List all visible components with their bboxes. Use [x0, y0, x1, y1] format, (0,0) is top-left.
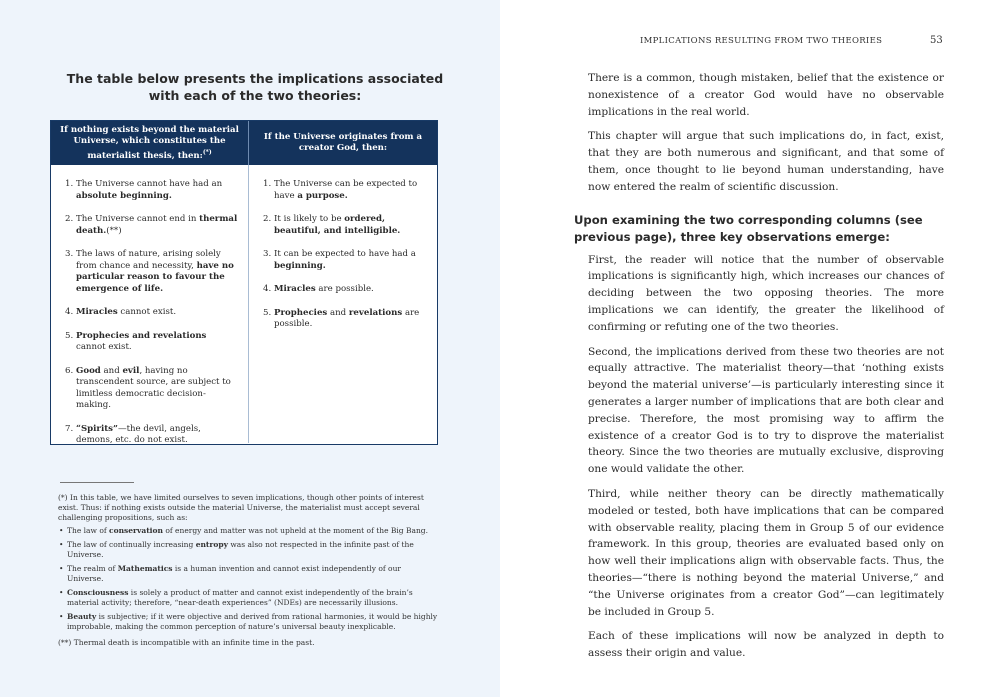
section-heading: Upon examining the two corresponding columns (see previous page), three key observations emerge:: [574, 212, 923, 244]
creator-column: [249, 165, 437, 443]
table-header: [51, 121, 437, 165]
item-number: 1.: [263, 179, 272, 189]
item-text: are possible.: [315, 284, 374, 294]
item-number: 3.: [263, 249, 272, 259]
item-text: (**): [106, 225, 122, 236]
item-text: The Universe cannot end in: [76, 214, 200, 224]
item-text: The Universe cannot have had an: [76, 179, 223, 189]
item-number: 5.: [263, 307, 272, 318]
list-item: [263, 179, 427, 202]
footnote-marker: (*): [202, 148, 212, 156]
implications-table: [50, 120, 438, 445]
footnote-rule: [60, 482, 134, 483]
emphasis-text: Beauty: [67, 612, 97, 621]
paragraph: Second, the implications derived from these two theories are not equally attractive. The materialist theory—that ‘nothing exists beyond the material universe’—is particularly interesting since it generates a larger number of implications that are both clear and precise. Therefore, the most promising way to affirm the existence of a creator God is to try to disprove the materialist theory. Since the two theories are mutually exclusive, disproving one would validate the other.: [588, 345, 944, 476]
item-text: The law of continually increasing: [67, 540, 196, 549]
paragraph: First, the reader will notice that the number of observable implications is significantly high, which increases our chances of deciding between the two opposing theories. The more implications we can identify, the greater the likelihood of confirming or refuting one of the two theories.: [588, 253, 944, 333]
table-body: [51, 165, 437, 443]
item-text: cannot exist.: [76, 342, 132, 352]
list-item: [65, 249, 238, 295]
emphasis-text: entropy: [195, 540, 228, 549]
emphasis-text: thermal death.: [76, 214, 238, 236]
paragraph: This chapter will argue that such implications do, in fact, exist, that they are both numerous and significant, and that some of them, once thought to lie beyond human understanding, have now entered the realm of scientific discussion.: [588, 130, 944, 193]
intro-heading: The table below presents the implications associated with each of the two theories:: [66, 71, 444, 103]
paragraph: Each of these implications will now be analyzed in depth to assess their origin and value.: [588, 630, 944, 660]
item-number: 5.: [65, 330, 74, 341]
item-text: —the devil, angels, demons, etc. do not exist.: [76, 423, 201, 445]
emphasis-text: Prophecies and revelations: [76, 330, 207, 341]
item-text: is a human invention and cannot exist independently of our Universe.: [67, 564, 401, 583]
emphasis-text: Good: [76, 365, 101, 376]
emphasis-text: Miracles: [274, 284, 316, 294]
footnote-bullet: [58, 588, 438, 608]
paragraph: Third, while neither theory can be directly mathematically modeled or tested, both have implications that can be compared with observable reality, placing them in Group 5 of our evidence framework. In this group, theories are evaluated based only on how well their implications align with observable facts. Thus, the theories—“there is nothing beyond the material Universe,” and “the Universe originates from a creator God”—can legitimately be included in Group 5.: [588, 487, 944, 618]
footnote-materialist: [58, 493, 438, 636]
item-text: The law of: [67, 526, 110, 535]
emphasis-text: “Spirits”: [76, 423, 118, 434]
footnote-bullet: [58, 564, 438, 584]
item-text: and: [327, 307, 349, 318]
item-number: 4.: [65, 307, 74, 317]
item-text: of energy and matter was not upheld at the moment of the Big Bang.: [162, 526, 428, 535]
creator-column-header: If the Universe originates from a creator God, then:: [263, 132, 423, 153]
footnote-list: [58, 526, 438, 632]
list-item: [263, 214, 427, 237]
emphasis-text: Mathematics: [117, 564, 173, 573]
materialist-column: [51, 165, 249, 443]
emphasis-text: ordered, beautiful, and intelligible.: [274, 214, 401, 236]
item-number: 7.: [65, 423, 74, 434]
list-item: [263, 284, 427, 296]
list-item: [65, 424, 238, 447]
emphasis-text: revelations: [348, 307, 403, 318]
item-number: 2.: [65, 214, 74, 224]
item-number: 3.: [65, 249, 74, 259]
item-text: It is likely to be: [274, 214, 345, 224]
item-text: cannot exist.: [117, 307, 177, 317]
materialist-header-text: If nothing exists beyond the material Universe, which constitutes the materialist thesis, then:: [60, 124, 239, 161]
item-text: are possible.: [274, 307, 420, 329]
item-text: The Universe can be expected to have: [274, 179, 418, 201]
chapter-body: [574, 70, 944, 670]
item-text: The laws of nature, arising solely from chance and necessity,: [76, 249, 221, 271]
item-number: 1.: [65, 179, 74, 189]
page-number: 53: [930, 35, 943, 46]
running-head: IMPLICATIONS RESULTING FROM TWO THEORIES: [640, 36, 883, 46]
item-number: 4.: [263, 284, 272, 294]
item-number: 2.: [263, 214, 272, 224]
footnote-bullet: [58, 612, 438, 632]
item-text: , having no transcendent source, are subject to limitless democratic decision-making.: [76, 365, 231, 410]
list-item: [65, 179, 238, 202]
list-item: [65, 366, 238, 412]
footnote-bullet: [58, 540, 438, 560]
footnote-thermal-death: (**) Thermal death is incompatible with an infinite time in the past.: [58, 638, 315, 647]
item-number: 6.: [65, 365, 74, 376]
item-text: and: [100, 365, 123, 376]
list-item: [65, 307, 238, 319]
emphasis-text: conservation: [109, 526, 163, 535]
emphasis-text: Miracles: [76, 307, 118, 317]
footnote-intro: (*) In this table, we have limited ourselves to seven implications, though other points of interest exist. Thus: if nothing exists outside the material Universe, the materialist must accept several challenging propositions, such as:: [58, 493, 424, 522]
item-text: The realm of: [67, 564, 118, 573]
emphasis-text: absolute beginning.: [76, 190, 172, 201]
emphasis-text: beginning.: [274, 260, 326, 271]
list-item: [65, 331, 238, 354]
list-item: [65, 214, 238, 237]
item-text: is solely a product of matter and cannot exist independently of the brain’s material activity; therefore, “near-death experiences” (NDEs) are necessarily illusions.: [67, 588, 413, 607]
item-text: is subjective; if it were objective and derived from rational harmonies, it would be highly improbable, making the common perception of nature’s universal beauty inexplicable.: [67, 612, 438, 631]
emphasis-text: Consciousness: [67, 588, 129, 597]
emphasis-text: Prophecies: [274, 307, 328, 318]
item-text: was also not respected in the infinite past of the Universe.: [67, 540, 414, 559]
footnote-bullet: [58, 526, 438, 536]
paragraph: There is a common, though mistaken, belief that the existence or nonexistence of a creator God would have no observable implications in the real world.: [588, 72, 944, 118]
materialist-column-header: [51, 121, 249, 165]
list-item: [263, 249, 427, 272]
emphasis-text: have no particular reason to favour the emergence of life.: [76, 260, 234, 294]
list-item: [263, 308, 427, 331]
emphasis-text: a purpose.: [297, 190, 348, 201]
item-text: It can be expected to have had a: [274, 249, 416, 259]
emphasis-text: evil: [122, 365, 140, 376]
